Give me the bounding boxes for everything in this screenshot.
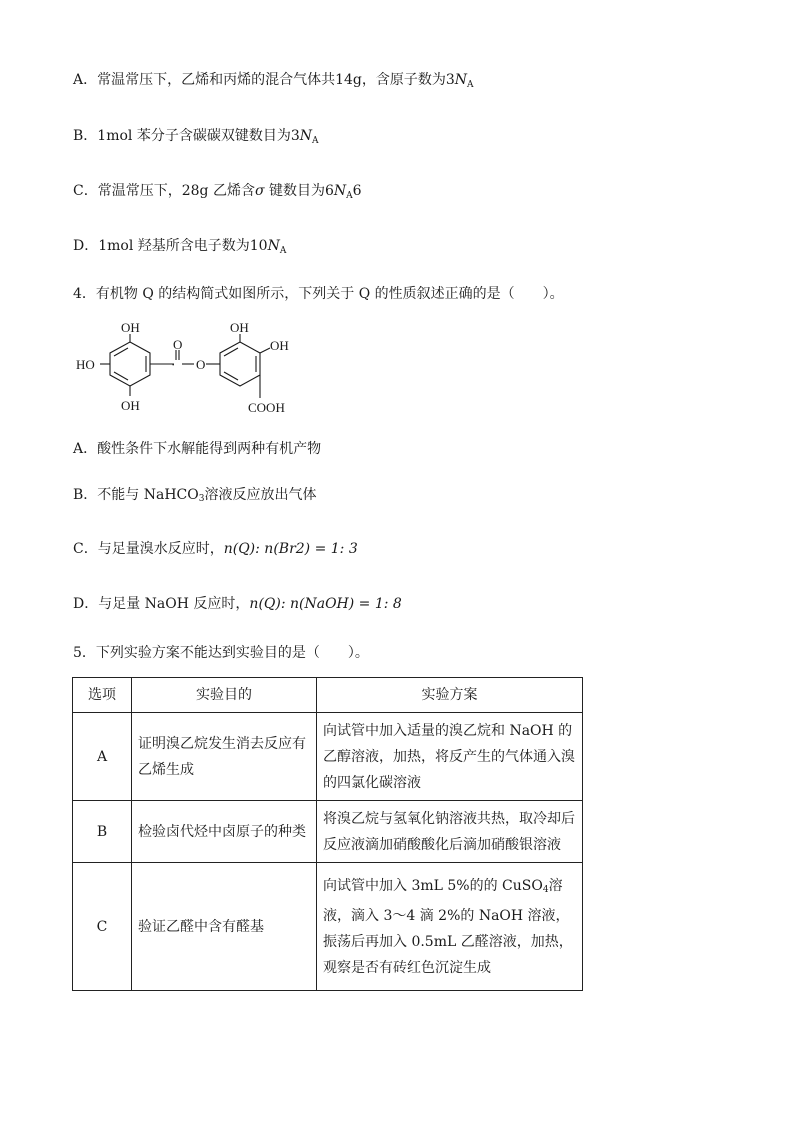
oh-label: OH — [121, 398, 140, 413]
table-row — [73, 863, 583, 991]
table-row — [73, 713, 583, 801]
row-goal: 验证乙醛中含有醛基 — [132, 863, 317, 991]
q4-option-a: A．酸性条件下水解能得到两种有机产物 — [73, 441, 322, 457]
row-option: C — [73, 863, 132, 991]
experiment-table — [72, 677, 583, 991]
q3-option-c: C．常温常压下，28g 乙烯含σ 键数目为$6N_A6$ — [73, 183, 362, 201]
q3-option-b: B．1mol 苯分子含碳碳双键数目为$3N_A$ — [73, 128, 319, 146]
row-option: A — [73, 713, 132, 801]
q5-stem: 5．下列实验方案不能达到实验目的是（ ）。 — [73, 645, 369, 661]
q3-option-d: D．1mol 羟基所含电子数为$10N_A$ — [73, 238, 287, 256]
header-plan: 实验方案 — [317, 678, 583, 713]
oh-label: OH — [270, 338, 289, 353]
q3-option-a: A．常温常压下，乙烯和丙烯的混合气体共14g，含原子数为$3N_A$ — [73, 72, 474, 90]
q4-option-d: D．与足量 NaOH 反应时，n(Q): n(NaOH) = 1: 8 — [73, 596, 402, 612]
header-option: 选项 — [73, 678, 132, 713]
q4-option-c: C．与足量溴水反应时，n(Q): n(Br2) = 1: 3 — [73, 541, 358, 557]
q4-option-b: B．不能与 NaHCO3溶液反应放出气体 — [73, 487, 317, 504]
carbon-dot: · — [171, 357, 176, 372]
table-header-row — [73, 678, 583, 713]
oh-label: OH — [121, 320, 140, 335]
row-plan: 向试管中加入适量的溴乙烷和 NaOH 的乙醇溶液，加热，将反产生的气体通入溴的四氯化碳溶液 — [317, 713, 583, 801]
ester-oxygen-label: O — [196, 357, 206, 372]
cooh-label: COOH — [248, 400, 285, 415]
row-plan: 向试管中加入 3mL 5%的的 CuSO4溶液，滴入 3～4 滴 2%的 NaOH 溶液，振荡后再加入 0.5mL 乙醛溶液，加热，观察是否有砖红色沉淀生成 — [317, 863, 583, 991]
table-row — [73, 801, 583, 863]
left-benzene-ring — [110, 342, 150, 386]
molecule-structure — [70, 318, 310, 428]
carbonyl-oxygen-label: O — [173, 337, 183, 352]
right-benzene-ring — [220, 342, 260, 386]
header-goal: 实验目的 — [132, 678, 317, 713]
ho-label: HO — [76, 357, 95, 372]
oh-label: OH — [230, 320, 249, 335]
row-goal: 检验卤代烃中卤原子的种类 — [132, 801, 317, 863]
row-option: B — [73, 801, 132, 863]
row-goal: 证明溴乙烷发生消去反应有乙烯生成 — [132, 713, 317, 801]
q4-stem: 4．有机物 Q 的结构简式如图所示，下列关于 Q 的性质叙述正确的是（ ）。 — [73, 286, 564, 302]
row-plan: 将溴乙烷与氢氧化钠溶液共热，取冷却后反应液滴加硝酸酸化后滴加硝酸银溶液 — [317, 801, 583, 863]
